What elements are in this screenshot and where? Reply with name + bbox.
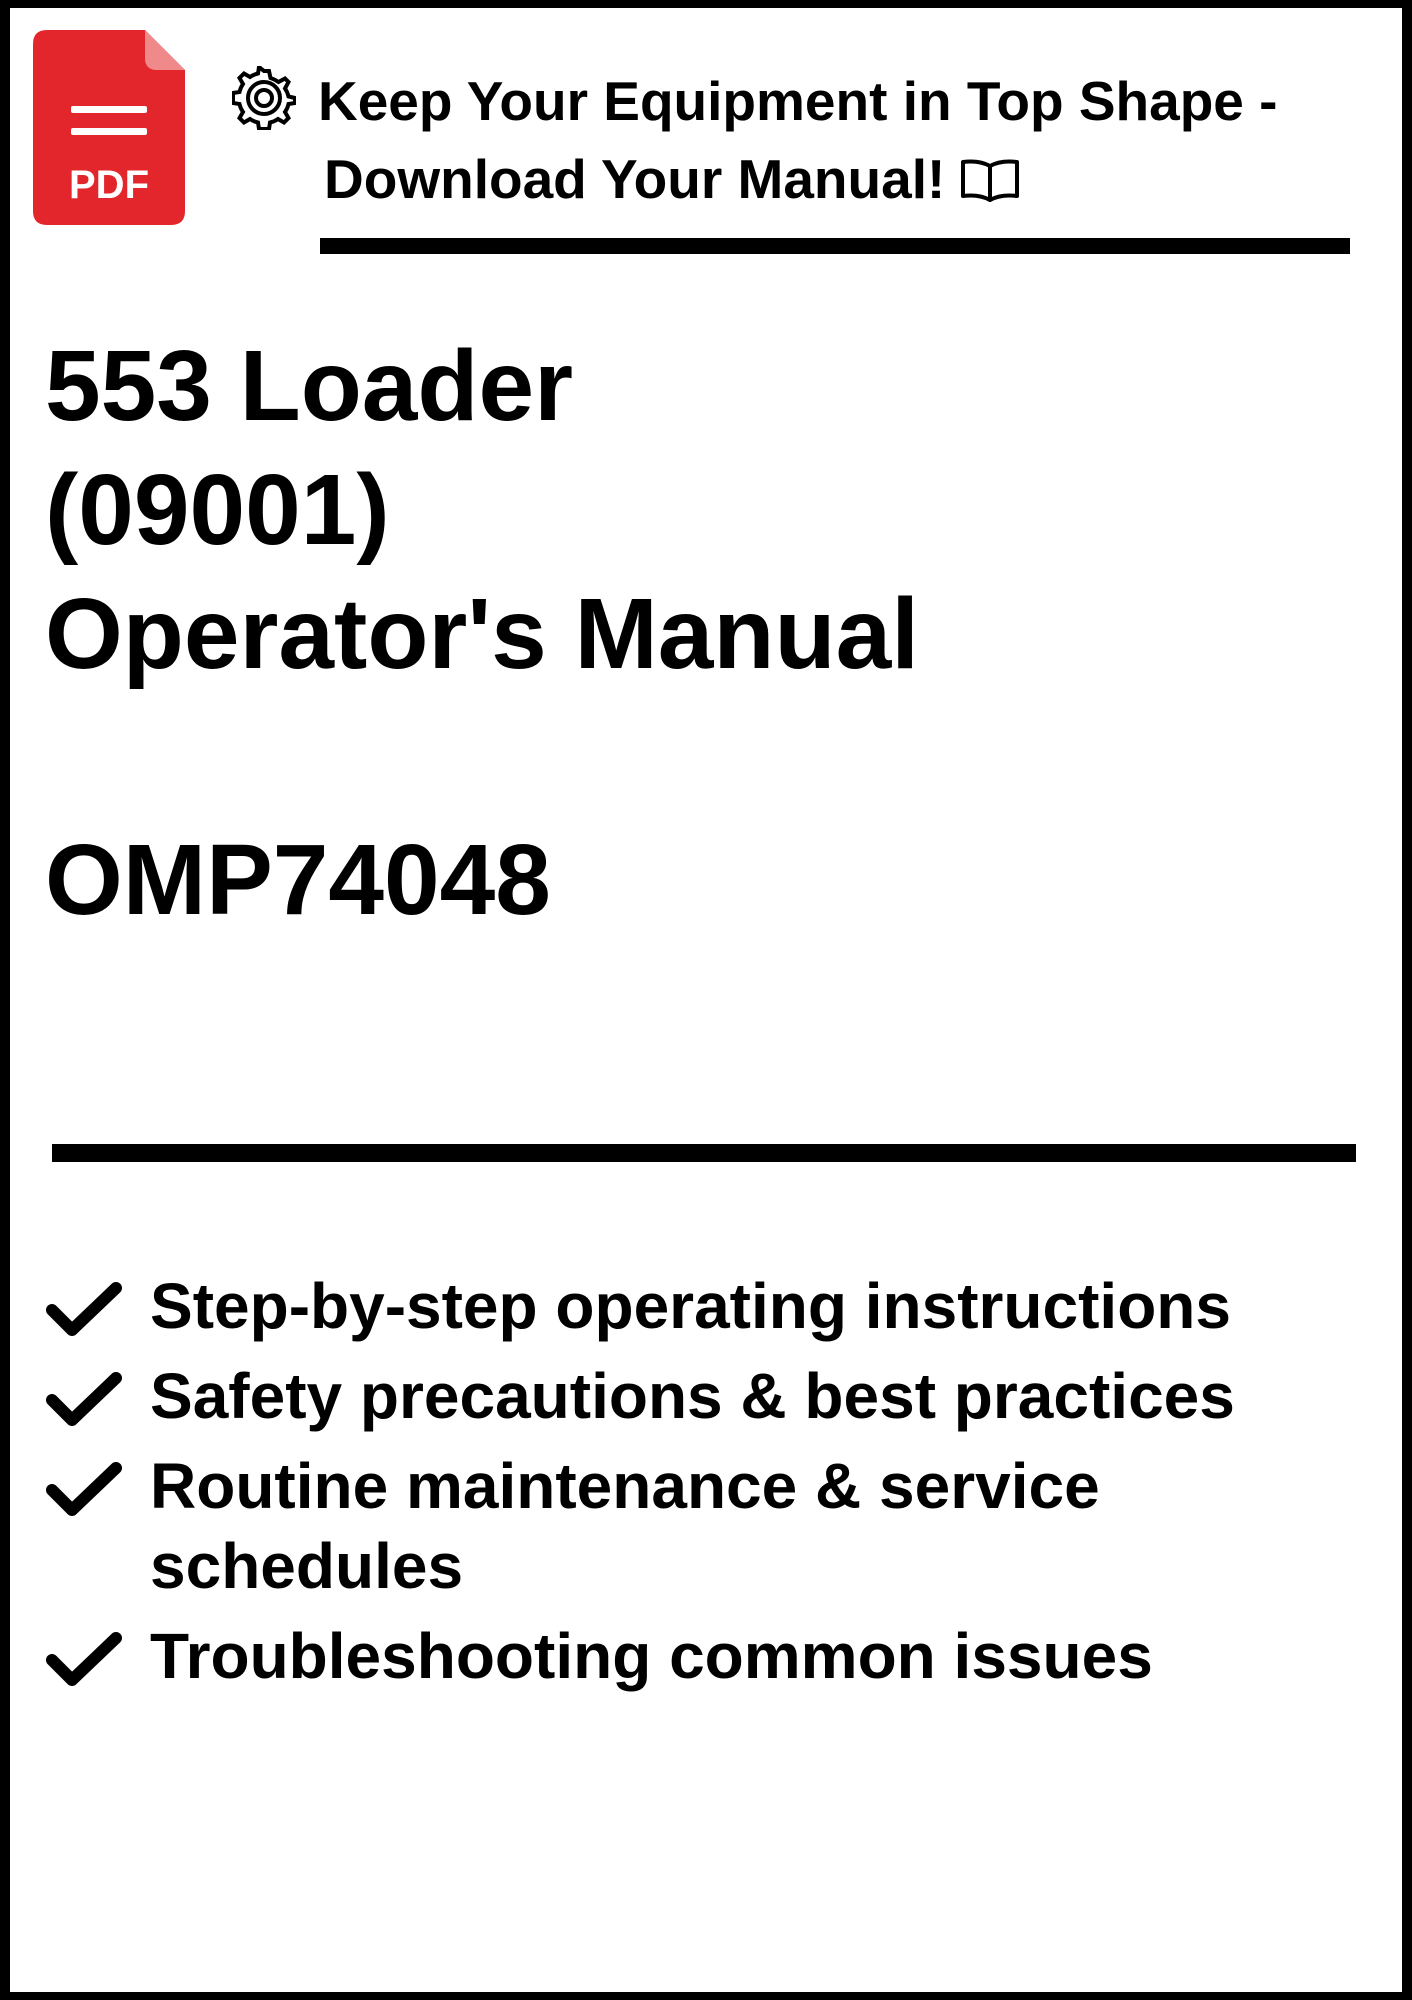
checkmark-icon	[46, 1630, 122, 1690]
feature-item	[46, 1616, 1376, 1696]
section-divider	[52, 1144, 1356, 1162]
feature-label: Troubleshooting common issues	[150, 1620, 1153, 1692]
feature-list	[46, 1266, 1376, 1706]
gear-icon	[232, 66, 296, 130]
header-line-2	[232, 140, 1362, 218]
feature-label: Routine maintenance & service schedules	[150, 1450, 1100, 1602]
checkmark-icon	[46, 1460, 122, 1520]
feature-item	[46, 1446, 1376, 1606]
header-tagline	[232, 62, 1362, 218]
header-line-2-text: Download Your Manual!	[324, 148, 946, 210]
header-line-1-text: Keep Your Equipment in Top Shape -	[318, 70, 1278, 132]
header-divider	[320, 238, 1350, 254]
checkmark-icon	[46, 1280, 122, 1340]
pdf-file-icon	[33, 30, 185, 225]
checkmark-icon	[46, 1370, 122, 1430]
feature-item	[46, 1266, 1376, 1346]
title-serial-range: (09001)	[45, 454, 390, 566]
document-title	[45, 324, 919, 696]
title-model: 553 Loader	[45, 330, 574, 442]
part-number: OMP74048	[45, 824, 551, 936]
header-line-1	[232, 62, 1362, 140]
title-manual-type: Operator's Manual	[45, 578, 919, 690]
feature-label: Step-by-step operating instructions	[150, 1270, 1231, 1342]
feature-item	[46, 1356, 1376, 1436]
open-book-icon	[959, 158, 1021, 202]
pdf-badge-text: PDF	[69, 163, 149, 207]
feature-label: Safety precautions & best practices	[150, 1360, 1235, 1432]
